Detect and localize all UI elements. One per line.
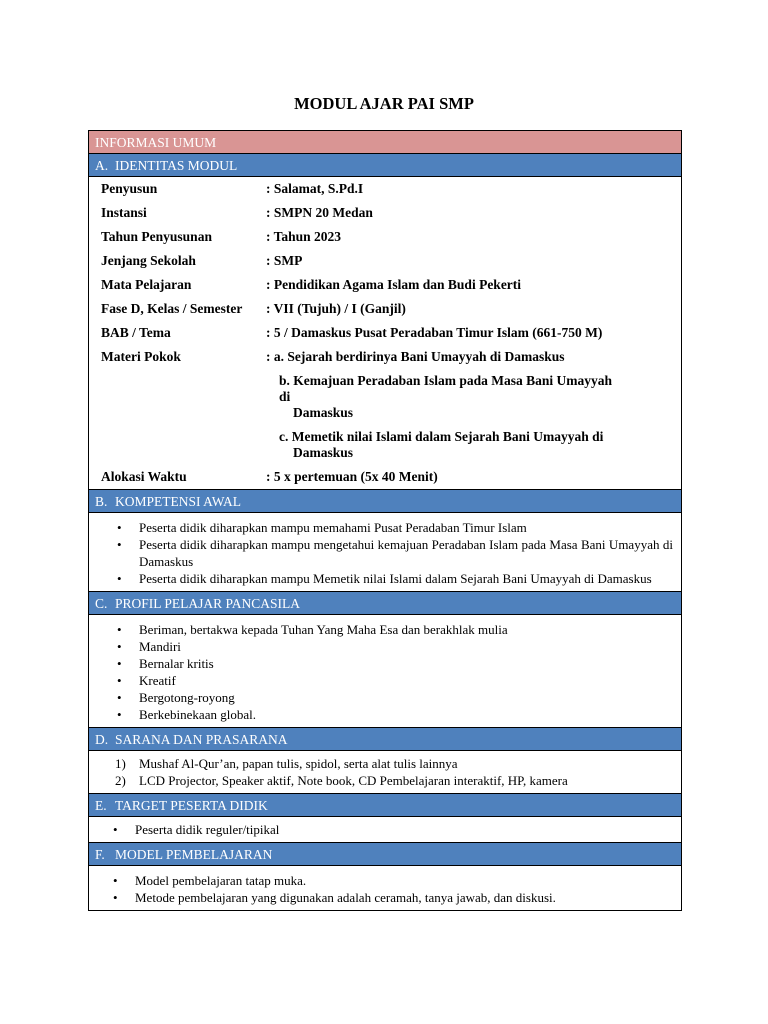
list-item: • Peserta didik diharapkan mampu Memetik nilai Islami dalam Sejarah Bani Umayyah di Damaskus	[139, 570, 673, 587]
item-text: LCD Projector, Speaker aktif, Note book, CD Pembelajaran interaktif, HP, kamera	[139, 773, 568, 788]
identity-row	[89, 277, 681, 293]
item-number: 1)	[115, 756, 126, 771]
identity-row	[89, 325, 681, 341]
materi-line: Damaskus	[293, 405, 354, 420]
section-header-identitas	[89, 154, 681, 177]
list-item: • Mandiri	[139, 638, 673, 655]
list-item: • Metode pembelajaran yang digunakan adalah ceramah, tanya jawab, dan diskusi.	[135, 889, 673, 906]
row-key: Instansi	[101, 205, 147, 220]
section-index: D.	[95, 732, 109, 747]
section-label: PROFIL PELAJAR PANCASILA	[115, 596, 301, 611]
section-index: C.	[95, 596, 108, 611]
list-item: • Bernalar kritis	[139, 655, 673, 672]
row-value: : SMPN 20 Medan	[266, 205, 373, 220]
section-header-target	[89, 794, 681, 817]
item-text: Mushaf Al-Qur’an, papan tulis, spidol, serta alat tulis lainnya	[139, 756, 458, 771]
sarana-section	[89, 751, 681, 794]
section-index: E.	[95, 798, 107, 813]
row-key: Mata Pelajaran	[101, 277, 192, 292]
section-label: TARGET PESERTA DIDIK	[115, 798, 268, 813]
row-value: : 5 x pertemuan (5x 40 Menit)	[266, 469, 438, 484]
materi-pokok-item	[89, 373, 681, 421]
target-section	[89, 817, 681, 843]
section-header-kompetensi	[89, 490, 681, 513]
identity-row	[89, 229, 681, 245]
materi-pokok-item	[89, 429, 681, 461]
list-item: • Berkebinekaan global.	[139, 706, 673, 723]
row-value: : VII (Tujuh) / I (Ganjil)	[266, 301, 406, 316]
row-value: : Pendidikan Agama Islam dan Budi Pekerti	[266, 277, 522, 292]
document-title: MODUL AJAR PAI SMP	[294, 94, 474, 113]
identity-row	[89, 301, 681, 317]
materi-line: c. Memetik nilai Islami dalam Sejarah Bani Umayyah di	[279, 429, 604, 444]
row-key: Penyusun	[101, 181, 158, 196]
section-label: SARANA DAN PRASARANA	[115, 732, 288, 747]
section-index: F.	[95, 847, 105, 862]
identity-row	[89, 349, 681, 365]
row-value: : Salamat, S.Pd.I	[266, 181, 364, 196]
row-value: : SMP	[266, 253, 303, 268]
list-item	[115, 755, 673, 772]
list-item: • Peserta didik diharapkan mampu mengetahui kemajuan Peradaban Islam pada Masa Bani Umayyah di Damaskus	[139, 536, 673, 570]
row-value: : a. Sejarah berdirinya Bani Umayyah di Damaskus	[266, 349, 565, 364]
kompetensi-section	[89, 513, 681, 592]
materi-line: Damaskus	[293, 445, 354, 460]
section-header-sarana	[89, 728, 681, 751]
section-index: A.	[95, 158, 109, 173]
informasi-umum-header: INFORMASI UMUM	[89, 131, 681, 154]
section-index: B.	[95, 494, 108, 509]
model-section	[89, 866, 681, 911]
list-item: • Bergotong-royong	[139, 689, 673, 706]
identitas-section	[89, 177, 681, 490]
list-item: • Beriman, bertakwa kepada Tuhan Yang Maha Esa dan berakhlak mulia	[139, 621, 673, 638]
identity-row	[89, 181, 681, 197]
list-item: • Model pembelajaran tatap muka.	[135, 872, 673, 889]
list-item	[115, 772, 673, 789]
section-header-model	[89, 843, 681, 866]
row-key: Tahun Penyusunan	[101, 229, 212, 244]
section-header-profil	[89, 592, 681, 615]
identity-row	[89, 253, 681, 269]
row-key: Alokasi Waktu	[101, 469, 187, 484]
item-number: 2)	[115, 773, 126, 788]
row-value: : 5 / Damaskus Pusat Peradaban Timur Islam (661-750 M)	[266, 325, 603, 340]
row-value: : Tahun 2023	[266, 229, 342, 244]
identity-row	[89, 469, 681, 485]
profil-section	[89, 615, 681, 728]
list-item: • Peserta didik diharapkan mampu memahami Pusat Peradaban Timur Islam	[139, 519, 673, 536]
row-key: Materi Pokok	[101, 349, 181, 364]
section-label: MODEL PEMBELAJARAN	[115, 847, 273, 862]
list-item: • Kreatif	[139, 672, 673, 689]
module-table	[88, 130, 682, 911]
row-key: Fase D, Kelas / Semester	[101, 301, 243, 316]
materi-line: b. Kemajuan Peradaban Islam pada Masa Bani Umayyah di	[279, 373, 613, 404]
row-key: Jenjang Sekolah	[101, 253, 196, 268]
section-label: IDENTITAS MODUL	[115, 158, 238, 173]
identity-row	[89, 205, 681, 221]
section-label: KOMPETENSI AWAL	[115, 494, 242, 509]
list-item: • Peserta didik reguler/tipikal	[135, 821, 673, 838]
row-key: BAB / Tema	[101, 325, 171, 340]
